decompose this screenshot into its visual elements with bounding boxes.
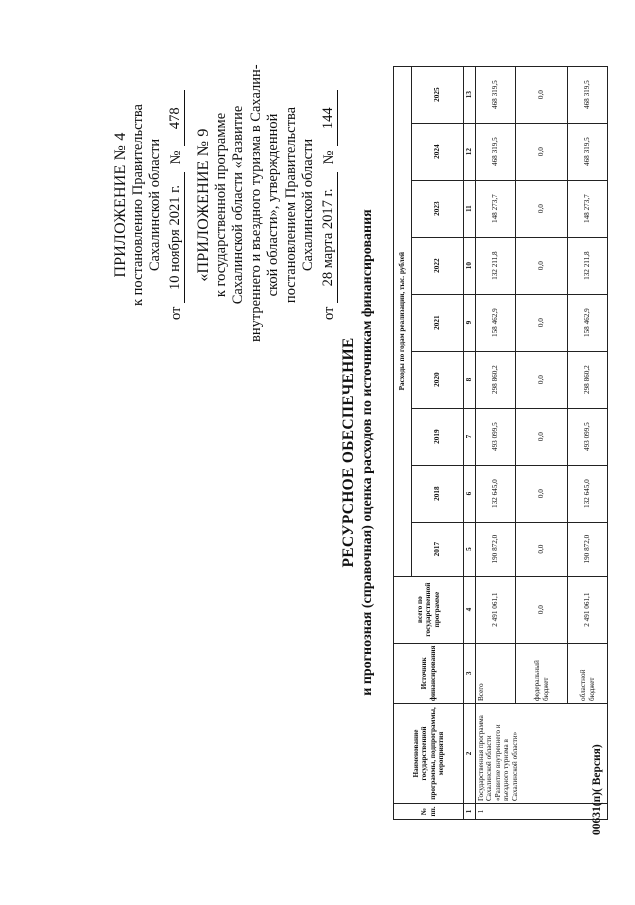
document-title-line1: РЕСУРСНОЕ ОБЕСПЕЧЕНИЕ bbox=[340, 337, 357, 568]
column-number: 3 bbox=[464, 643, 476, 703]
appendix-9-line3: внутреннего и въездного туризма в Сахалин- bbox=[247, 64, 264, 342]
value-cell: 468 319,5 bbox=[476, 123, 516, 180]
value-cell: 148 273,7 bbox=[476, 180, 516, 237]
header-year: 2017 bbox=[412, 522, 464, 576]
value-cell: 0,0 bbox=[516, 408, 568, 465]
appendix-9-line6: Сахалинской области bbox=[300, 138, 316, 272]
value-cell: 493 099,5 bbox=[476, 408, 516, 465]
header-source: Источник финансирования bbox=[394, 643, 464, 703]
header-year: 2022 bbox=[412, 237, 464, 294]
header-total: всего по государственной программе bbox=[394, 576, 464, 643]
column-number: 5 bbox=[464, 522, 476, 576]
source-cell: Всего bbox=[476, 643, 516, 703]
appendix-9-header bbox=[195, 64, 338, 342]
value-cell: 0,0 bbox=[516, 237, 568, 294]
value-cell: 298 860,2 bbox=[476, 351, 516, 408]
appendix-4-from-label: от bbox=[167, 306, 184, 320]
appendix-9-line1: к государственной программе bbox=[212, 112, 229, 298]
value-cell: 468 319,5 bbox=[476, 66, 516, 123]
column-number: 10 bbox=[464, 237, 476, 294]
value-cell: 0,0 bbox=[516, 522, 568, 576]
header-num: № пп. bbox=[394, 804, 464, 820]
appendix-4-title: ПРИЛОЖЕНИЕ № 4 bbox=[112, 132, 129, 278]
value-cell: 298 860,2 bbox=[568, 351, 608, 408]
appendix-4-line1: к постановлению Правительства bbox=[129, 104, 146, 306]
header-years-group: Расходы по годам реализации, тыс. рублей bbox=[394, 66, 412, 576]
value-cell: 148 273,7 bbox=[568, 180, 608, 237]
column-number: 2 bbox=[464, 704, 476, 804]
program-name: Государственная программа Сахалинской области «Развитие внутреннего и въездного туризма в Сахалинской области» bbox=[476, 704, 608, 804]
value-cell: 0,0 bbox=[516, 294, 568, 351]
value-cell: 132 645,0 bbox=[568, 465, 608, 522]
column-number: 13 bbox=[464, 66, 476, 123]
row-number: 1 bbox=[476, 804, 608, 820]
appendix-4-number-label: № bbox=[167, 150, 184, 165]
value-cell: 0,0 bbox=[516, 123, 568, 180]
document-version-footer: 00631(п)( Версия) bbox=[591, 744, 603, 835]
value-cell: 493 099,5 bbox=[568, 408, 608, 465]
column-number: 9 bbox=[464, 294, 476, 351]
header-name: Наименование государственной программы, подпрограммы, мероприятия bbox=[394, 704, 464, 804]
header-year: 2024 bbox=[412, 123, 464, 180]
appendix-9-line5: постановлением Правительства bbox=[282, 106, 299, 304]
column-number-row bbox=[464, 66, 476, 819]
header-year: 2020 bbox=[412, 351, 464, 408]
value-cell: 0,0 bbox=[516, 351, 568, 408]
appendix-9-line2: Сахалинской области «Развитие bbox=[230, 105, 246, 305]
appendix-4-date: 10 ноября 2021 г. bbox=[167, 172, 186, 302]
resource-table bbox=[393, 66, 608, 820]
column-number: 4 bbox=[464, 576, 476, 643]
column-number: 1 bbox=[464, 804, 476, 820]
column-number: 6 bbox=[464, 465, 476, 522]
appendix-9-number-label: № bbox=[320, 150, 337, 165]
value-cell: 0,0 bbox=[516, 576, 568, 643]
document-title bbox=[340, 40, 376, 865]
header-year: 2025 bbox=[412, 66, 464, 123]
appendix-9-title: «ПРИЛОЖЕНИЕ № 9 bbox=[195, 128, 212, 282]
value-cell: 158 462,9 bbox=[476, 294, 516, 351]
appendix-9-number: 144 bbox=[320, 90, 339, 146]
value-cell: 158 462,9 bbox=[568, 294, 608, 351]
appendix-9-date: 28 марта 2017 г. bbox=[320, 172, 339, 302]
header-year: 2018 bbox=[412, 465, 464, 522]
value-cell: 2 491 061,1 bbox=[568, 576, 608, 643]
appendix-9-line4: ской области», утвержденной bbox=[265, 113, 281, 297]
appendix-4-header bbox=[112, 90, 185, 320]
value-cell: 468 319,5 bbox=[568, 123, 608, 180]
table-row bbox=[476, 66, 516, 819]
source-cell: областной бюджет bbox=[568, 643, 608, 703]
header-year: 2023 bbox=[412, 180, 464, 237]
header-year: 2021 bbox=[412, 294, 464, 351]
value-cell: 132 211,8 bbox=[476, 237, 516, 294]
value-cell: 0,0 bbox=[516, 465, 568, 522]
source-cell: федеральный бюджет bbox=[516, 643, 568, 703]
value-cell: 132 645,0 bbox=[476, 465, 516, 522]
document-title-line2: и прогнозная (справочная) оценка расходов по источникам финансирования bbox=[360, 209, 375, 696]
value-cell: 132 211,8 bbox=[568, 237, 608, 294]
appendix-9-date-row bbox=[320, 90, 339, 320]
appendix-4-number: 478 bbox=[167, 90, 186, 146]
appendix-4-line2: Сахалинской области bbox=[147, 138, 163, 272]
column-number: 7 bbox=[464, 408, 476, 465]
column-number: 8 bbox=[464, 351, 476, 408]
value-cell: 0,0 bbox=[516, 180, 568, 237]
header-year: 2019 bbox=[412, 408, 464, 465]
column-number: 12 bbox=[464, 123, 476, 180]
value-cell: 2 491 061,1 bbox=[476, 576, 516, 643]
value-cell: 0,0 bbox=[516, 66, 568, 123]
value-cell: 468 319,5 bbox=[568, 66, 608, 123]
value-cell: 190 872,0 bbox=[476, 522, 516, 576]
appendix-4-date-row bbox=[167, 90, 186, 320]
column-number: 11 bbox=[464, 180, 476, 237]
appendix-9-from-label: от bbox=[320, 306, 337, 320]
value-cell: 190 872,0 bbox=[568, 522, 608, 576]
